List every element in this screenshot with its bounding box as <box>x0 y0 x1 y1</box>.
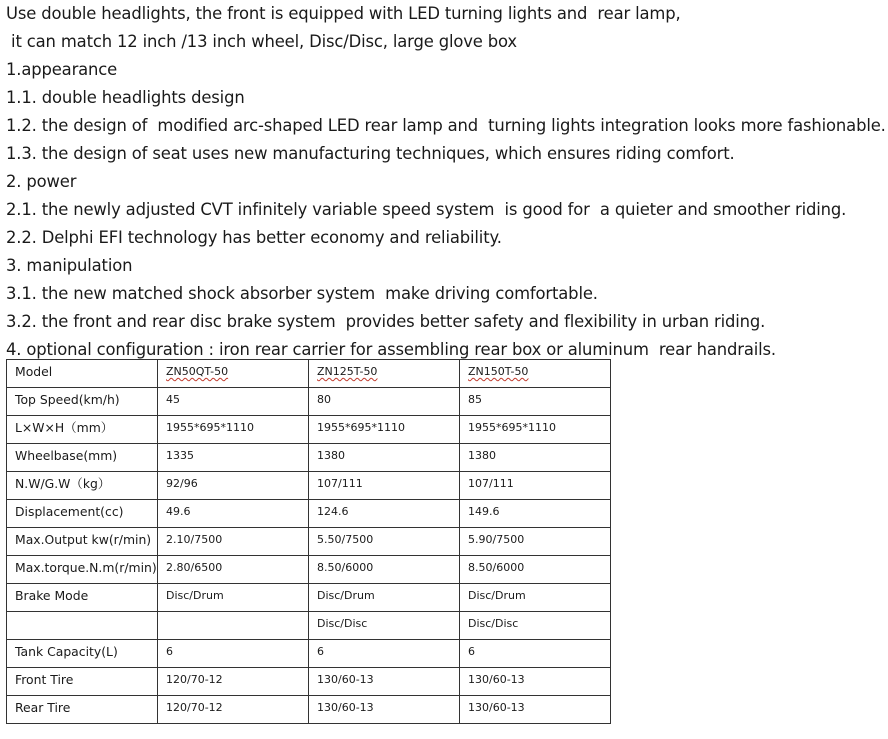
spec-value-cell: 85 <box>460 388 611 416</box>
table-row <box>7 696 611 724</box>
section-manipulation-heading: 3. manipulation <box>6 256 133 275</box>
specification-table <box>6 359 611 724</box>
spec-value-cell: 124.6 <box>309 500 460 528</box>
spec-label-cell: Rear Tire <box>7 696 158 724</box>
spec-label-cell: Displacement(cc) <box>7 500 158 528</box>
table-row <box>7 556 611 584</box>
power-point-2: 2.2. Delphi EFI technology has better economy and reliability. <box>6 228 502 247</box>
appearance-point-2: 1.2. the design of modified arc-shaped LED rear lamp and turning lights integration looks more fashionable. <box>6 116 886 135</box>
spec-value-cell: 107/111 <box>309 472 460 500</box>
section-appearance-heading: 1.appearance <box>6 60 118 79</box>
spec-value-cell: 1955*695*1110 <box>158 416 309 444</box>
spec-value-cell: Disc/Drum <box>460 584 611 612</box>
section-power-heading: 2. power <box>6 172 77 191</box>
table-row <box>7 388 611 416</box>
spec-value-cell: Disc/Drum <box>309 584 460 612</box>
spec-value-cell: 120/70-12 <box>158 668 309 696</box>
spec-value-cell: 1955*695*1110 <box>309 416 460 444</box>
spec-value-cell: 149.6 <box>460 500 611 528</box>
spec-value-cell: Disc/Drum <box>158 584 309 612</box>
optional-configuration: 4. optional configuration : iron rear carrier for assembling rear box or aluminum rear handrails. <box>6 340 776 359</box>
spec-value-cell: 6 <box>158 640 309 668</box>
model-name: ZN125T-50 <box>317 365 378 378</box>
spec-label-cell: Front Tire <box>7 668 158 696</box>
model-name: ZN50QT-50 <box>166 365 229 378</box>
table-header-cell <box>158 360 309 388</box>
spec-value-cell: 5.90/7500 <box>460 528 611 556</box>
spec-value-cell: 5.50/7500 <box>309 528 460 556</box>
table-row <box>7 416 611 444</box>
spec-value-cell <box>158 612 309 640</box>
manipulation-point-1: 3.1. the new matched shock absorber system make driving comfortable. <box>6 284 598 303</box>
table-row <box>7 444 611 472</box>
manipulation-point-2: 3.2. the front and rear disc brake system provides better safety and flexibility in urban riding. <box>6 312 766 331</box>
appearance-point-1: 1.1. double headlights design <box>6 88 245 107</box>
spec-value-cell: 2.10/7500 <box>158 528 309 556</box>
spec-value-cell: 8.50/6000 <box>460 556 611 584</box>
spec-label-cell: Top Speed(km/h) <box>7 388 158 416</box>
spec-label-cell: Brake Mode <box>7 584 158 612</box>
description-text <box>6 0 886 364</box>
spec-value-cell: 45 <box>158 388 309 416</box>
spec-label-cell: Tank Capacity(L) <box>7 640 158 668</box>
spec-value-cell: 6 <box>309 640 460 668</box>
spec-value-cell: 130/60-13 <box>309 696 460 724</box>
table-row <box>7 612 611 640</box>
spec-value-cell: 8.50/6000 <box>309 556 460 584</box>
intro-line-2: it can match 12 inch /13 inch wheel, Disc/Disc, large glove box <box>6 32 517 51</box>
spec-value-cell: 1380 <box>309 444 460 472</box>
spec-value-cell: Disc/Disc <box>460 612 611 640</box>
table-header-cell <box>460 360 611 388</box>
spec-value-cell: 49.6 <box>158 500 309 528</box>
intro-line-1: Use double headlights, the front is equipped with LED turning lights and rear lamp, <box>6 4 681 23</box>
spec-label-cell: L×W×H（mm） <box>7 416 158 444</box>
spec-label-cell <box>7 612 158 640</box>
spec-label-cell: N.W/G.W（kg） <box>7 472 158 500</box>
spec-value-cell: 1955*695*1110 <box>460 416 611 444</box>
spec-label-cell: Max.torque.N.m(r/min) <box>7 556 158 584</box>
spec-value-cell: 1335 <box>158 444 309 472</box>
spec-value-cell: 130/60-13 <box>309 668 460 696</box>
spec-value-cell: 120/70-12 <box>158 696 309 724</box>
table-header-cell: Model <box>7 360 158 388</box>
spec-value-cell: 2.80/6500 <box>158 556 309 584</box>
spec-value-cell: 130/60-13 <box>460 696 611 724</box>
model-name: ZN150T-50 <box>468 365 529 378</box>
spec-value-cell: 92/96 <box>158 472 309 500</box>
table-row <box>7 500 611 528</box>
table-header-row <box>7 360 611 388</box>
appearance-point-3: 1.3. the design of seat uses new manufacturing techniques, which ensures riding comfort. <box>6 144 735 163</box>
spec-value-cell: 107/111 <box>460 472 611 500</box>
table-row <box>7 640 611 668</box>
spec-value-cell: Disc/Disc <box>309 612 460 640</box>
table-row <box>7 668 611 696</box>
spec-label-cell: Wheelbase(mm) <box>7 444 158 472</box>
table-row <box>7 472 611 500</box>
power-point-1: 2.1. the newly adjusted CVT infinitely variable speed system is good for a quieter and smoother riding. <box>6 200 847 219</box>
spec-value-cell: 6 <box>460 640 611 668</box>
spec-label-cell: Max.Output kw(r/min) <box>7 528 158 556</box>
spec-value-cell: 1380 <box>460 444 611 472</box>
spec-value-cell: 130/60-13 <box>460 668 611 696</box>
table-row <box>7 584 611 612</box>
table-header-cell <box>309 360 460 388</box>
spec-value-cell: 80 <box>309 388 460 416</box>
table-row <box>7 528 611 556</box>
